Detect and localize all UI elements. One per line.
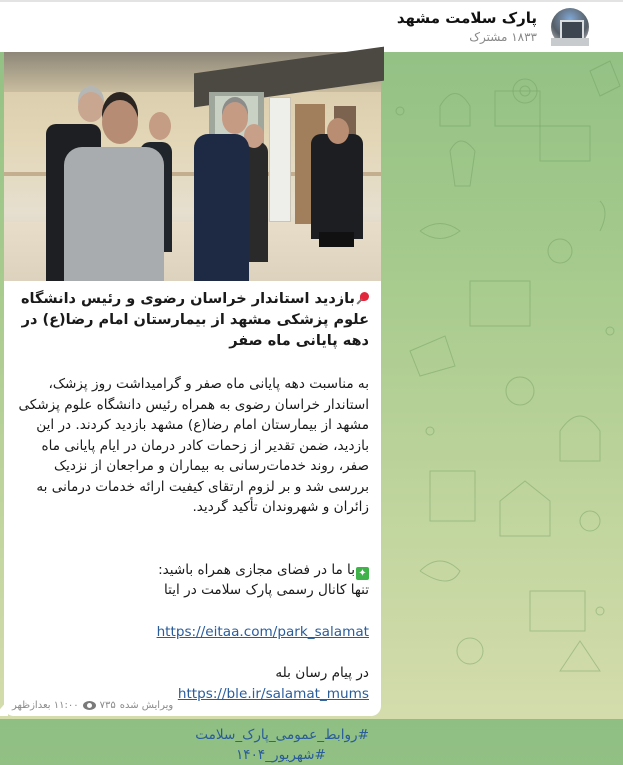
bale-line: در پیام رسان بله xyxy=(275,665,369,681)
channel-name: پارک سلامت مشهد xyxy=(396,9,537,27)
channel-avatar[interactable] xyxy=(551,8,589,46)
hashtag-public-relations[interactable]: #روابط_عمومی_پارک_سلامت xyxy=(195,727,369,743)
eitaa-link[interactable]: https://eitaa.com/park_salamat xyxy=(156,623,369,640)
eye-icon xyxy=(83,701,96,710)
message-bubble xyxy=(4,52,381,763)
subscriber-count: ۱۸۳۳ مشترک xyxy=(469,30,537,44)
message-time: ۱۱:۰۰ بعدازظهر xyxy=(12,700,79,711)
follow-line: ✦با ما در فضای مجازی همراه باشید: xyxy=(16,560,369,581)
channel-header[interactable] xyxy=(0,0,623,52)
message-content xyxy=(4,281,381,765)
message-title: بازدید استاندار خراسان رضوی و رئیس دانشگاه علوم پزشکی مشهد از بیمارستان امام رضا(ع) در دهه پایانی ماه صفر xyxy=(20,291,369,349)
channel-info[interactable] xyxy=(397,9,537,45)
hashtag-shahrivar[interactable]: #شهریور_۱۴۰۴ xyxy=(236,747,326,763)
pushpin-icon xyxy=(357,292,369,304)
edited-label: ویرایش شده xyxy=(119,700,174,711)
message-meta xyxy=(12,700,173,711)
official-channel-line: تنها کانال رسمی پارک سلامت در ایتا xyxy=(164,582,369,598)
message-body: به مناسبت دهه پایانی ماه صفر و گرامیداشت روز پزشک، استاندار خراسان رضوی به همراه رئیس دانشگاه علوم پزشکی مشهد از بیمارستان امام رضا(ع) مشهد بازدید کردند. در این بازدید، ضمن تقدیر از زحمات کادر درمان در ایام پایانی ماه صفر، روند خدمات‌رسانی به بیماران و مراجعان از نزدیک بررسی شد و بر لزوم ارتقای کیفیت ارائه خدمات درمانی به زائران و شهروندان تأکید گردید. xyxy=(18,376,369,515)
message-photo[interactable] xyxy=(4,52,381,281)
sparkle-icon: ✦ xyxy=(356,567,369,580)
bale-link[interactable]: https://ble.ir/salamat_mums xyxy=(177,685,369,702)
view-count: ۷۳۵ xyxy=(99,700,116,711)
